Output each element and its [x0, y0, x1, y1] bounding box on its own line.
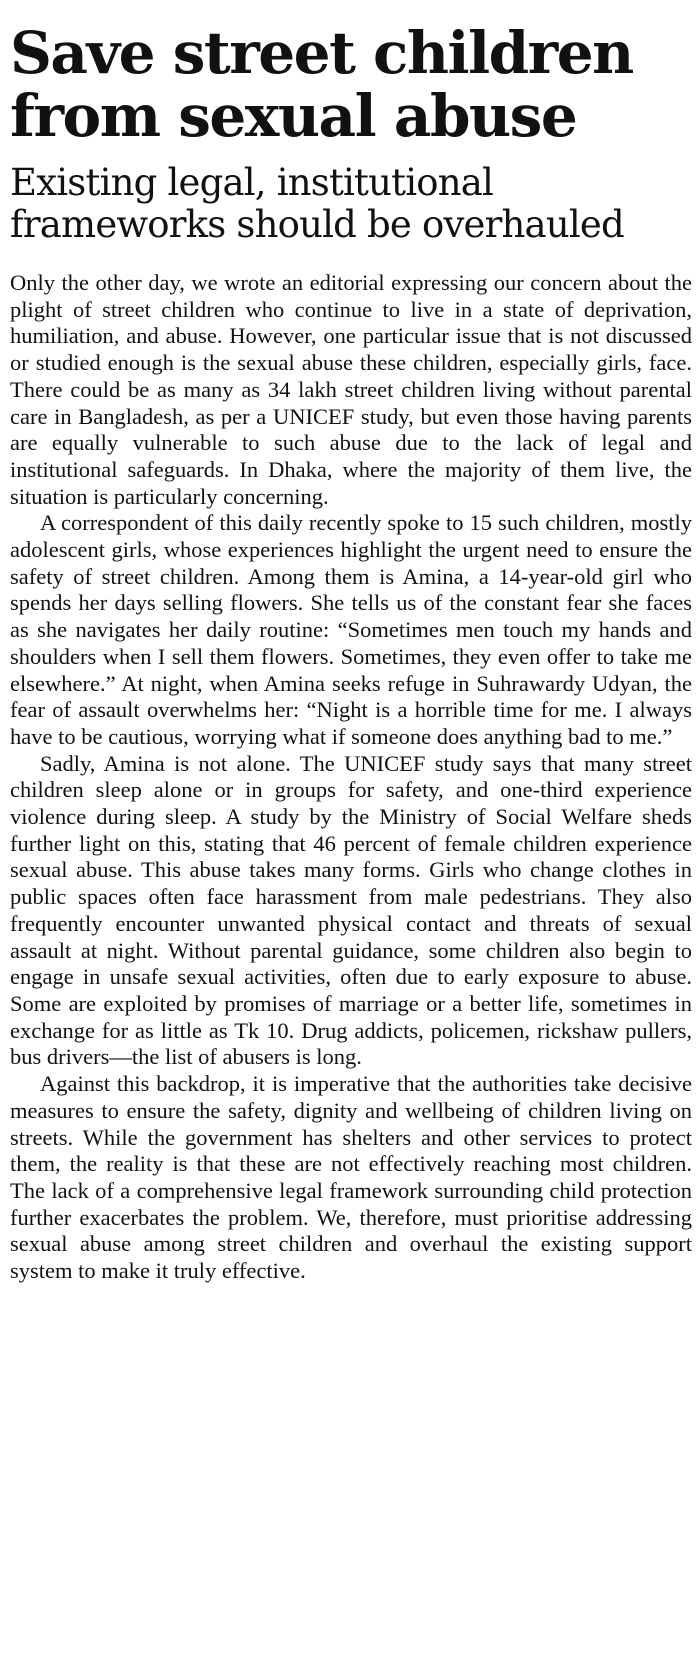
paragraph: Against this backdrop, it is imperative that the authorities take decisive measures to ensure the safety, dignity and wellbeing of children living on streets. While the government has shelters and other services to protect them, the reality is that these are not effectively reaching most children. The lack of a comprehensive legal framework surrounding child protection further exacerbates the problem. We, therefore, must prioritise addressing sexual abuse among street children and overhaul the existing support system to make it truly effective. [10, 1071, 692, 1284]
headline: Save street children from sexual abuse [10, 19, 633, 150]
paragraph: Sadly, Amina is not alone. The UNICEF study says that many street children sleep alone or in groups for safety, and one-third experience violence during sleep. A study by the Ministry of Social Welfare sheds further light on this, stating that 46 percent of female children experience sexual abuse. This abuse takes many forms. Girls who change clothes in public spaces often face harassment from male pedestrians. They also frequently encounter unwanted physical contact and threats of sexual assault at night. Without parental guidance, some children also begin to engage in unsafe sexual activities, often due to early exposure to abuse. Some are exploited by promises of marriage or a better life, sometimes in exchange for as little as Tk 10. Drug addicts, policemen, rickshaw pullers, bus drivers—the list of abusers is long. [10, 750, 692, 1070]
subheadline: Existing legal, institutional frameworks should be overhauled [10, 161, 624, 246]
paragraph: Only the other day, we wrote an editorial expressing our concern about the plight of street children who continue to live in a state of deprivation, humiliation, and abuse. However, one particular issue that is not discussed or studied enough is the sexual abuse these children, especially girls, face. There could be as many as 34 lakh street children living without parental care in Bangladesh, as per a UNICEF study, but even those having parents are equally vulnerable to such abuse due to the lack of legal and institutional safeguards. In Dhaka, where the majority of them live, the situation is particularly concerning. [10, 270, 692, 509]
paragraph: A correspondent of this daily recently spoke to 15 such children, mostly adolescent girls, whose experiences highlight the urgent need to ensure the safety of street children. Among them is Amina, a 14-year-old girl who spends her days selling flowers. She tells us of the constant fear she faces as she navigates her daily routine: “Sometimes men touch my hands and shoulders when I sell them flowers. Sometimes, they even offer to take me elsewhere.” At night, when Amina seeks refuge in Suhrawardy Udyan, the fear of assault overwhelms her: “Night is a horrible time for me. I always have to be cautious, worrying what if someone does anything bad to me.” [10, 510, 692, 749]
article-body [10, 270, 692, 1285]
